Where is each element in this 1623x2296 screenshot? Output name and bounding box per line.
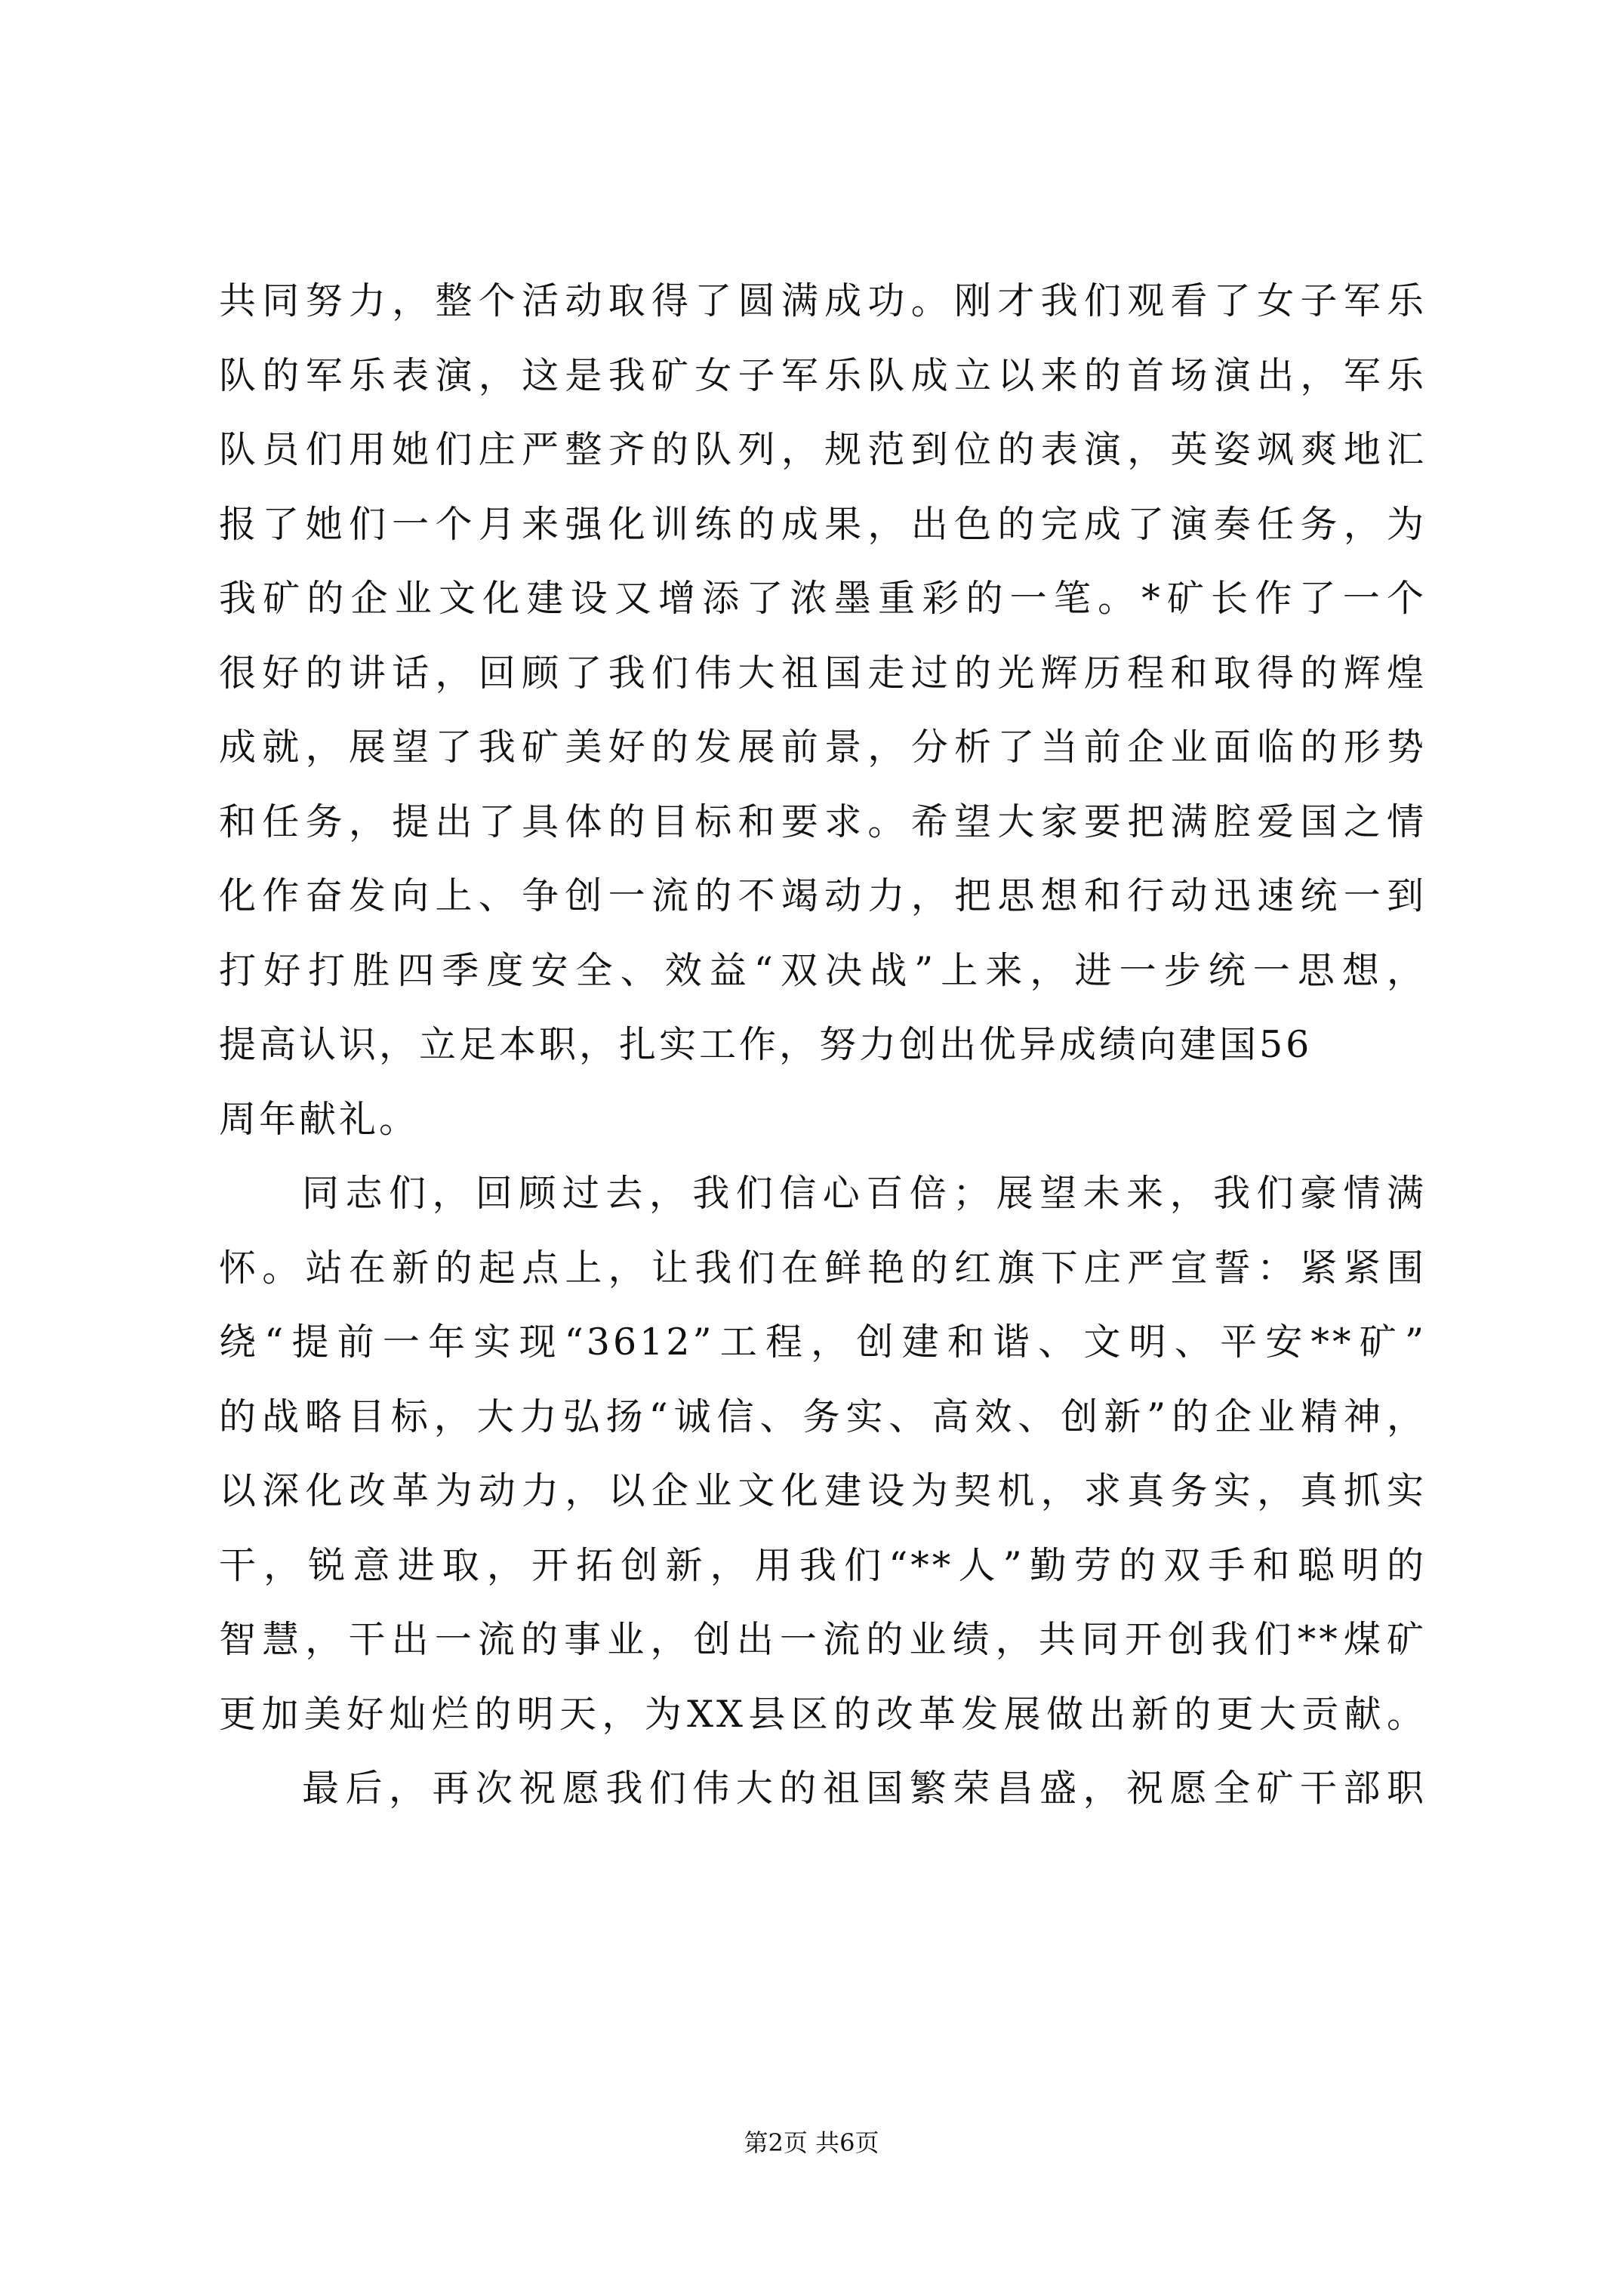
- text-line: 队的军乐表演，这是我矿女子军乐队成立以来的首场演出，军乐: [219, 353, 1427, 397]
- text-line: 怀。站在新的起点上，让我们在鲜艳的红旗下庄严宣誓：紧紧围: [219, 1246, 1427, 1290]
- text-line: 更加美好灿烂的明天，为XX县区的改革发展做出新的更大贡献。: [219, 1692, 1427, 1736]
- text-line: 绕“提前一年实现“3612”工程，创建和谐、文明、平安**矿”: [219, 1321, 1427, 1364]
- paragraph-first-line: 同志们，回顾过去，我们信心百倍；展望未来，我们豪情满: [302, 1172, 1427, 1215]
- text-line: 队员们用她们庄严整齐的队列，规范到位的表演，英姿飒爽地汇: [219, 428, 1427, 471]
- text-line: 和任务，提出了具体的目标和要求。希望大家要把满腔爱国之情: [219, 800, 1427, 843]
- text-line: 我矿的企业文化建设又增添了浓墨重彩的一笔。*矿长作了一个: [219, 577, 1427, 620]
- text-line: 智慧，干出一流的事业，创出一流的业绩，共同开创我们**煤矿: [219, 1618, 1427, 1661]
- text-line: 打好打胜四季度安全、效益“双决战”上来，进一步统一思想，: [219, 948, 1427, 992]
- text-line: 共同努力，整个活动取得了圆满成功。刚才我们观看了女子军乐: [219, 279, 1427, 322]
- text-line: 提高认识，立足本职，扎实工作，努力创出优异成绩向建国56: [219, 1023, 1313, 1066]
- text-line: 周年献礼。: [219, 1097, 420, 1141]
- text-line: 化作奋发向上、争创一流的不竭动力，把思想和行动迅速统一到: [219, 874, 1427, 917]
- text-line: 很好的讲话，回顾了我们伟大祖国走过的光辉历程和取得的辉煌: [219, 651, 1427, 695]
- page-footer: 第2页 共6页: [744, 2128, 879, 2157]
- text-line: 报了她们一个月来强化训练的成果，出色的完成了演奏任务，为: [219, 502, 1427, 546]
- text-line: 干，锐意进取，开拓创新，用我们“**人”勤劳的双手和聪明的: [219, 1543, 1427, 1587]
- text-line: 的战略目标，大力弘扬“诚信、务实、高效、创新”的企业精神，: [219, 1395, 1427, 1438]
- text-line: 成就，展望了我矿美好的发展前景，分析了当前企业面临的形势: [219, 726, 1427, 769]
- document-body: [219, 264, 1427, 1826]
- text-line: 以深化改革为动力，以企业文化建设为契机，求真务实，真抓实: [219, 1469, 1427, 1512]
- paragraph-first-line: 最后，再次祝愿我们伟大的祖国繁荣昌盛，祝愿全矿干部职: [302, 1767, 1427, 1810]
